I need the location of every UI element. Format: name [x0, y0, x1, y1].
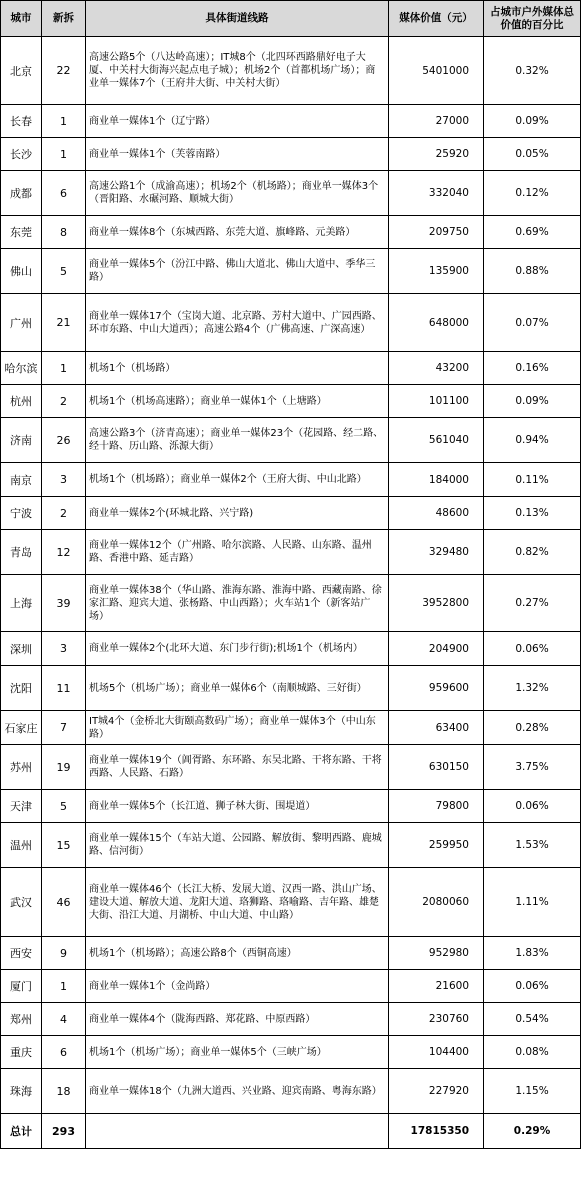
new-count-cell: 5	[42, 790, 86, 823]
city-cell: 成都	[1, 171, 42, 216]
new-count-cell: 1	[42, 352, 86, 385]
new-count-cell: 2	[42, 385, 86, 418]
new-count-cell: 12	[42, 530, 86, 575]
city-cell: 南京	[1, 463, 42, 497]
city-cell: 郑州	[1, 1003, 42, 1036]
share-cell: 0.54%	[484, 1003, 581, 1036]
total-new-cell: 293	[42, 1114, 86, 1149]
share-cell: 0.05%	[484, 138, 581, 171]
route-cell: 机场1个（机场路）；高速公路8个（西铜高速）	[86, 937, 389, 970]
route-cell: IT城4个（金桥北大街颐高数码广场）；商业单一媒体3个（中山东路）	[86, 711, 389, 745]
table-row	[1, 171, 581, 216]
route-cell: 商业单一媒体1个（芙蓉南路）	[86, 138, 389, 171]
new-count-cell: 26	[42, 418, 86, 463]
city-cell: 宁波	[1, 497, 42, 530]
table-row	[1, 790, 581, 823]
table-row	[1, 105, 581, 138]
media-value-cell: 332040	[389, 171, 484, 216]
media-value-cell: 63400	[389, 711, 484, 745]
table-body	[1, 37, 581, 1149]
route-cell: 商业单一媒体12个（广州路、哈尔滨路、人民路、山东路、温州路、香港中路、延吉路）	[86, 530, 389, 575]
total-row	[1, 1114, 581, 1149]
city-cell: 北京	[1, 37, 42, 105]
media-value-cell: 104400	[389, 1036, 484, 1069]
city-cell: 西安	[1, 937, 42, 970]
city-cell: 上海	[1, 575, 42, 632]
share-cell: 0.11%	[484, 463, 581, 497]
share-cell: 0.82%	[484, 530, 581, 575]
city-cell: 天津	[1, 790, 42, 823]
new-count-cell: 6	[42, 171, 86, 216]
table-row	[1, 497, 581, 530]
total-route-cell	[86, 1114, 389, 1149]
new-count-cell: 19	[42, 745, 86, 790]
route-cell: 商业单一媒体8个（东城西路、东莞大道、旗峰路、元美路）	[86, 216, 389, 249]
route-cell: 高速公路1个（成渝高速）；机场2个（机场路）；商业单一媒体3个（晋阳路、水碾河路、顺城大街）	[86, 171, 389, 216]
route-cell: 商业单一媒体5个（长江道、狮子林大街、围堤道）	[86, 790, 389, 823]
header-city: 城市	[1, 1, 42, 37]
table-row	[1, 463, 581, 497]
table-row	[1, 138, 581, 171]
table-row	[1, 216, 581, 249]
table-row	[1, 666, 581, 711]
media-value-cell: 204900	[389, 632, 484, 666]
route-cell: 商业单一媒体19个（阊胥路、东环路、东吴北路、干将东路、干将西路、人民路、石路）	[86, 745, 389, 790]
share-cell: 0.07%	[484, 294, 581, 352]
media-value-cell: 25920	[389, 138, 484, 171]
table-row	[1, 711, 581, 745]
table-row	[1, 1003, 581, 1036]
share-cell: 1.11%	[484, 868, 581, 937]
city-cell: 哈尔滨	[1, 352, 42, 385]
city-cell: 杭州	[1, 385, 42, 418]
media-value-cell: 561040	[389, 418, 484, 463]
route-cell: 高速公路3个（济青高速）；商业单一媒体23个（花园路、经二路、经十路、历山路、泺源大街）	[86, 418, 389, 463]
share-cell: 0.09%	[484, 105, 581, 138]
route-cell: 商业单一媒体1个（金尚路）	[86, 970, 389, 1003]
table-row	[1, 530, 581, 575]
route-cell: 商业单一媒体15个（车站大道、公园路、解放街、黎明西路、鹿城路、信河街）	[86, 823, 389, 868]
total-label-cell: 总计	[1, 1114, 42, 1149]
table-row	[1, 937, 581, 970]
share-cell: 0.88%	[484, 249, 581, 294]
new-count-cell: 6	[42, 1036, 86, 1069]
share-cell: 0.06%	[484, 632, 581, 666]
media-value-cell: 259950	[389, 823, 484, 868]
media-value-cell: 48600	[389, 497, 484, 530]
city-cell: 东莞	[1, 216, 42, 249]
media-value-cell: 79800	[389, 790, 484, 823]
city-cell: 青岛	[1, 530, 42, 575]
city-cell: 长春	[1, 105, 42, 138]
share-cell: 1.32%	[484, 666, 581, 711]
route-cell: 机场1个（机场广场）；商业单一媒体5个（三峡广场）	[86, 1036, 389, 1069]
media-value-cell: 648000	[389, 294, 484, 352]
share-cell: 0.13%	[484, 497, 581, 530]
route-cell: 机场1个（机场高速路）；商业单一媒体1个（上塘路）	[86, 385, 389, 418]
table-row	[1, 745, 581, 790]
media-value-cell: 101100	[389, 385, 484, 418]
route-cell: 机场1个（机场路）；商业单一媒体2个（王府大街、中山北路）	[86, 463, 389, 497]
total-share-cell: 0.29%	[484, 1114, 581, 1149]
share-cell: 0.69%	[484, 216, 581, 249]
share-cell: 0.09%	[484, 385, 581, 418]
new-count-cell: 4	[42, 1003, 86, 1036]
share-cell: 1.15%	[484, 1069, 581, 1114]
city-cell: 长沙	[1, 138, 42, 171]
new-count-cell: 3	[42, 632, 86, 666]
media-value-cell: 329480	[389, 530, 484, 575]
new-count-cell: 46	[42, 868, 86, 937]
new-count-cell: 5	[42, 249, 86, 294]
share-cell: 0.12%	[484, 171, 581, 216]
table-row	[1, 575, 581, 632]
new-count-cell: 22	[42, 37, 86, 105]
header-new: 新拆	[42, 1, 86, 37]
new-count-cell: 9	[42, 937, 86, 970]
media-value-cell: 952980	[389, 937, 484, 970]
city-cell: 苏州	[1, 745, 42, 790]
header-share: 占城市户外媒体总价值的百分比	[484, 1, 581, 37]
route-cell: 机场5个（机场广场）；商业单一媒体6个（南顺城路、三好街）	[86, 666, 389, 711]
table-row	[1, 418, 581, 463]
share-cell: 3.75%	[484, 745, 581, 790]
media-value-cell: 959600	[389, 666, 484, 711]
media-value-cell: 184000	[389, 463, 484, 497]
new-count-cell: 2	[42, 497, 86, 530]
header-value: 媒体价值（元）	[389, 1, 484, 37]
table-row	[1, 970, 581, 1003]
city-cell: 重庆	[1, 1036, 42, 1069]
table-row	[1, 249, 581, 294]
city-cell: 温州	[1, 823, 42, 868]
media-value-cell: 2080060	[389, 868, 484, 937]
header-route: 具体街道线路	[86, 1, 389, 37]
share-cell: 0.06%	[484, 790, 581, 823]
table-row	[1, 823, 581, 868]
route-cell: 商业单一媒体46个（长江大桥、发展大道、汉西一路、洪山广场、建设大道、解放大道、龙阳大道、珞狮路、珞喻路、吉年路、雄楚大街、沿江大道、月湖桥、中山大道、中山路）	[86, 868, 389, 937]
new-count-cell: 39	[42, 575, 86, 632]
city-cell: 武汉	[1, 868, 42, 937]
media-value-cell: 209750	[389, 216, 484, 249]
new-count-cell: 1	[42, 970, 86, 1003]
media-value-cell: 43200	[389, 352, 484, 385]
share-cell: 1.83%	[484, 937, 581, 970]
route-cell: 商业单一媒体4个（陇海西路、郑花路、中原西路）	[86, 1003, 389, 1036]
city-cell: 济南	[1, 418, 42, 463]
table-row	[1, 352, 581, 385]
media-value-cell: 27000	[389, 105, 484, 138]
share-cell: 0.08%	[484, 1036, 581, 1069]
share-cell: 0.16%	[484, 352, 581, 385]
city-cell: 广州	[1, 294, 42, 352]
route-cell: 商业单一媒体2个(北环大道、东门步行街);机场1个（机场内）	[86, 632, 389, 666]
media-value-cell: 21600	[389, 970, 484, 1003]
share-cell: 0.28%	[484, 711, 581, 745]
route-cell: 商业单一媒体1个（辽宁路）	[86, 105, 389, 138]
city-cell: 佛山	[1, 249, 42, 294]
new-count-cell: 1	[42, 105, 86, 138]
media-value-cell: 230760	[389, 1003, 484, 1036]
route-cell: 商业单一媒体18个（九洲大道西、兴业路、迎宾南路、粤海东路）	[86, 1069, 389, 1114]
route-cell: 商业单一媒体5个（汾江中路、佛山大道北、佛山大道中、季华三路）	[86, 249, 389, 294]
share-cell: 0.06%	[484, 970, 581, 1003]
media-value-cell: 3952800	[389, 575, 484, 632]
table-row	[1, 1069, 581, 1114]
route-cell: 高速公路5个（八达岭高速）；IT城8个（北四环西路鼎好电子大厦、中关村大街海兴起点电子城）；机场2个（首都机场广场）；商业单一媒体7个（王府井大街、中关村大街）	[86, 37, 389, 105]
city-cell: 沈阳	[1, 666, 42, 711]
route-cell: 机场1个（机场路）	[86, 352, 389, 385]
media-value-cell: 135900	[389, 249, 484, 294]
route-cell: 商业单一媒体2个(环城北路、兴宁路)	[86, 497, 389, 530]
new-count-cell: 8	[42, 216, 86, 249]
total-value-cell: 17815350	[389, 1114, 484, 1149]
new-count-cell: 18	[42, 1069, 86, 1114]
table-row	[1, 37, 581, 105]
share-cell: 0.32%	[484, 37, 581, 105]
city-cell: 珠海	[1, 1069, 42, 1114]
new-count-cell: 15	[42, 823, 86, 868]
media-value-cell: 227920	[389, 1069, 484, 1114]
new-count-cell: 21	[42, 294, 86, 352]
new-count-cell: 11	[42, 666, 86, 711]
media-value-cell: 5401000	[389, 37, 484, 105]
route-cell: 商业单一媒体38个（华山路、淮海东路、淮海中路、西藏南路、徐家汇路、迎宾大道、张杨路、中山西路）；火车站1个（新客站广场）	[86, 575, 389, 632]
header-row	[1, 1, 581, 37]
table-row	[1, 385, 581, 418]
new-count-cell: 1	[42, 138, 86, 171]
share-cell: 0.27%	[484, 575, 581, 632]
table-row	[1, 868, 581, 937]
city-cell: 厦门	[1, 970, 42, 1003]
city-cell: 深圳	[1, 632, 42, 666]
new-count-cell: 3	[42, 463, 86, 497]
table-row	[1, 294, 581, 352]
table-row	[1, 1036, 581, 1069]
new-count-cell: 7	[42, 711, 86, 745]
route-cell: 商业单一媒体17个（宝岗大道、北京路、芳村大道中、广园西路、环市东路、中山大道西）；高速公路4个（广佛高速、广深高速）	[86, 294, 389, 352]
table-row	[1, 632, 581, 666]
share-cell: 1.53%	[484, 823, 581, 868]
city-cell: 石家庄	[1, 711, 42, 745]
media-value-cell: 630150	[389, 745, 484, 790]
share-cell: 0.94%	[484, 418, 581, 463]
